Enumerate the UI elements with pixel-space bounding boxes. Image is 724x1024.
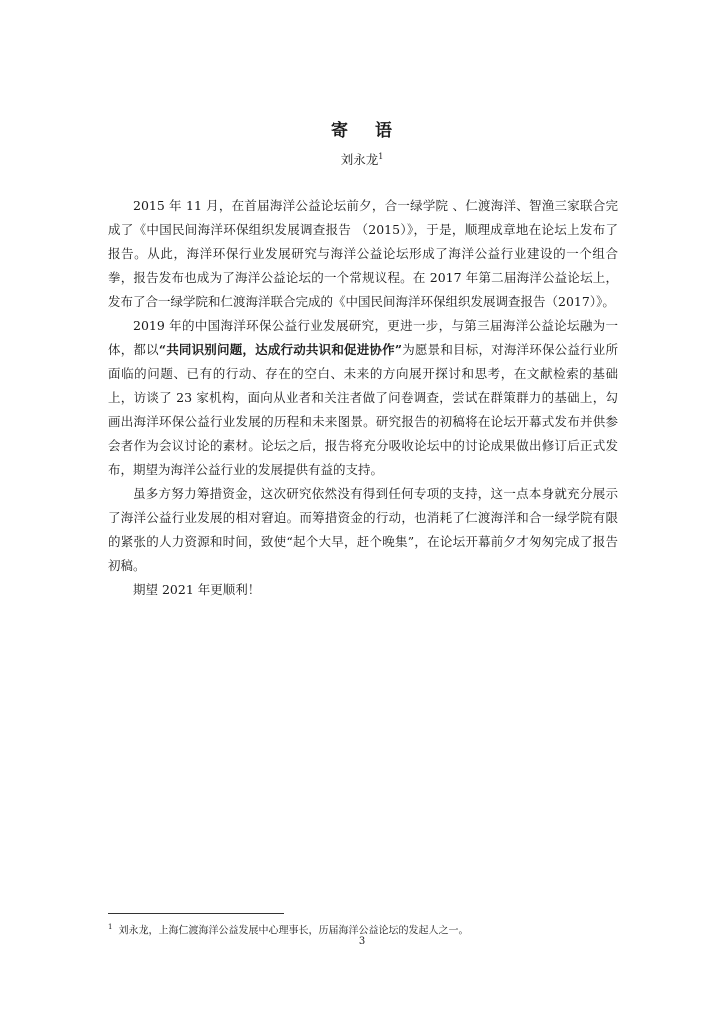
paragraph-2 <box>108 314 618 482</box>
title-char-2: 语 <box>375 121 393 141</box>
title-char-1: 寄 <box>331 121 349 141</box>
body-text <box>108 194 618 602</box>
page-number: 3 <box>358 936 366 947</box>
author-name: 刘永龙 <box>340 152 379 167</box>
footnote-divider <box>108 913 284 914</box>
paragraph-3: 虽多方努力筹措资金，这次研究依然没有得到任何专项的支持，这一点本身就充分展示了海洋公益行业发展的相对窘迫。而筹措资金的行动，也消耗了仁渡海洋和合一绿学院有限的紧张的人力资源和时间，致使“起个大早，赶个晚集”，在论坛开幕前夕才匆匆完成了报告初稿。 <box>108 486 618 573</box>
paragraph-1: 2015 年 11 月，在首届海洋公益论坛前夕，合一绿学院 、仁渡海洋、智渔三家联合完成了《中国民间海洋环保组织发展调查报告 （2015）》，于是，顺理成章地在论坛上发布了报告。从此，海洋环保行业发展研究与海洋公益论坛形成了海洋公益行业建设的一个组合拳，报告发布也成为了海洋公益论坛的一个常规议程。在 2017 年第二届海洋公益论坛上，发布了合一绿学院和仁渡海洋联合完成的《中国民间海洋环保组织发展调查报告（2017）》。 <box>108 198 618 309</box>
author-line <box>0 150 724 168</box>
paragraph-4: 期望 2021 年更顺利！ <box>133 582 261 597</box>
footnote-mark: 1 <box>108 923 113 931</box>
page-title <box>0 116 724 141</box>
author-footnote-mark[interactable]: 1 <box>378 151 384 161</box>
paragraph-2-start: 2019 年的中国海洋环保公益行业发展研究，更进一步，与第三届海洋公益论坛融为一体，都以 <box>108 318 618 357</box>
paragraph-2-emphasis: “共同识别问题，达成行动共识和促进协作” <box>158 342 403 357</box>
paragraph-2-end: 为愿景和目标，对海洋环保公益行业所面临的问题、已有的行动、存在的空白、未来的方向展开探讨和思考，在文献检索的基础上，访谈了 23 家机构，面向从业者和关注者做了问卷调查，尝试在群策群力的基础上，勾画出海洋环保公益行业发展的历程和未来图景。研究报告的初稿将在论坛开幕式发布并供参会者作为会议讨论的素材。论坛之后，报告将充分吸收论坛中的讨论成果做出修订后正式发布，期望为海洋公益行业的发展提供有益的支持。 <box>108 342 618 477</box>
footnote-text: 刘永龙，上海仁渡海洋公益发展中心理事长，历届海洋公益论坛的发起人之一。 <box>118 925 469 937</box>
